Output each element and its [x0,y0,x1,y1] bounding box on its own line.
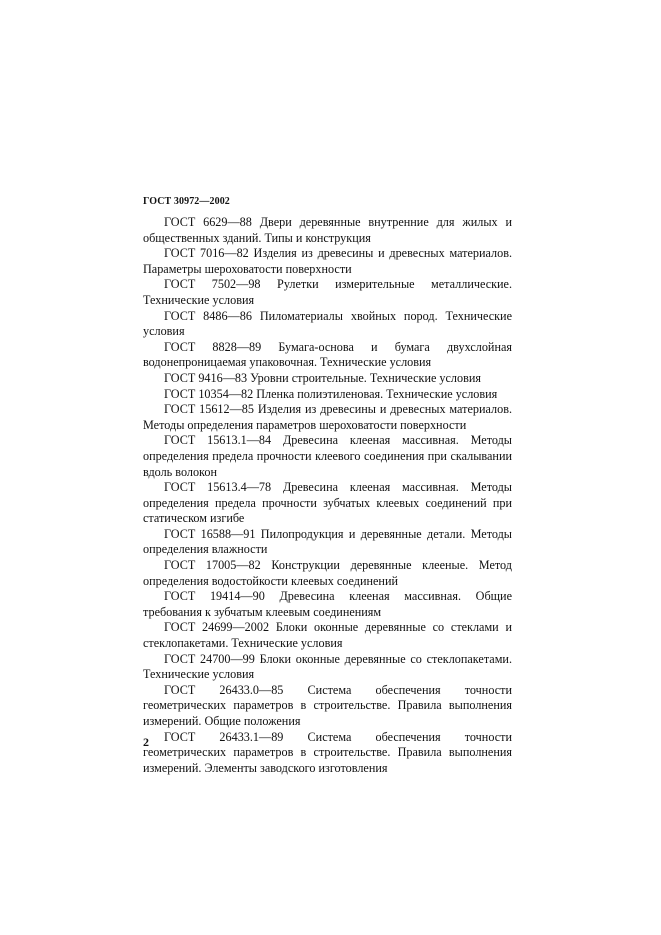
reference-item [143,340,512,371]
reference-item [143,558,512,589]
reference-code: ГОСТ 6629—88 [164,215,252,229]
reference-item [143,652,512,683]
reference-code: ГОСТ 8486—86 [164,308,252,323]
reference-title: Уровни строительные. Технические условия [250,370,481,385]
reference-title: Изделия из древесины и древесных материалов. Параметры шероховатости поверхности [143,246,513,276]
reference-item [143,309,512,340]
reference-title: Блоки оконные деревянные со стеклопакетами. Технические условия [143,651,512,682]
reference-code: ГОСТ 24699—2002 [164,620,270,635]
reference-code: ГОСТ 9416—83 [164,370,248,385]
reference-title: Древесина клееная массивная. Методы определения предела прочности зубчатых клеевых соединений при статическом изгибе [143,480,512,526]
reference-item [143,620,512,651]
reference-item [143,215,512,246]
reference-title: Пиломатериалы хвойных пород. Технические условия [143,308,512,339]
reference-code: ГОСТ 15612—85 [164,402,254,417]
reference-code: ГОСТ 17005—82 [164,558,261,573]
reference-code: ГОСТ 24700—99 [164,651,255,666]
reference-code: ГОСТ 26433.1—89 [164,729,284,744]
reference-title: Рулетки измерительные металлические. Технические условия [143,277,512,307]
reference-title: Система обеспечения точности геометрических параметров в строительстве. Правила выполнения измерений. Общие положения [143,682,512,728]
reference-code: ГОСТ 8828—89 [164,339,262,354]
references-list [143,215,512,776]
reference-title: Блоки оконные деревянные со стеклами и стеклопакетами. Технические условия [143,620,512,651]
reference-title: Конструкции деревянные клееные. Метод определения водостойкости клеевых соединений [143,558,512,588]
reference-title: Древесина клееная массивная. Методы определения предела прочности клеевого соединения при скалывании вдоль волокон [143,433,512,479]
reference-item [143,480,512,527]
reference-code: ГОСТ 19414—90 [164,589,265,604]
reference-item [143,402,512,433]
reference-title: Двери деревянные внутренние для жилых и общественных зданий. Типы и конструкция [143,215,512,245]
reference-title: Система обеспечения точности геометрических параметров в строительстве. Правила выполнения измерений. Элементы заводского изготовления [143,729,512,775]
reference-item [143,387,512,403]
reference-item [143,371,512,387]
reference-item [143,589,512,620]
reference-code: ГОСТ 16588—91 [164,526,256,541]
reference-code: ГОСТ 15613.1—84 [164,433,272,448]
reference-title: Бумага-основа и бумага двухслойная водонепроницаемая упаковочная. Технические условия [143,339,512,370]
reference-code: ГОСТ 7502—98 [164,277,261,292]
reference-title: Древесина клееная массивная. Общие требования к зубчатым клеевым соединениям [143,589,512,619]
page-number: 2 [143,735,149,749]
reference-title: Изделия из древесины и древесных материалов. Методы определения параметров шероховатости поверхности [143,402,512,432]
reference-title: Пленка полиэтиленовая. Технические условия [256,386,498,401]
reference-code: ГОСТ 10354—82 [164,386,254,401]
reference-item [143,683,512,730]
reference-item [143,433,512,480]
document-header: ГОСТ 30972—2002 [143,196,230,207]
reference-title: Пилопродукция и деревянные детали. Методы определения влажности [143,526,512,557]
reference-item [143,527,512,558]
reference-code: ГОСТ 26433.0—85 [164,682,284,697]
reference-code: ГОСТ 15613.4—78 [164,480,272,495]
reference-item [143,246,512,277]
reference-item [143,730,512,777]
reference-item [143,277,512,308]
reference-code: ГОСТ 7016—82 [164,246,249,261]
